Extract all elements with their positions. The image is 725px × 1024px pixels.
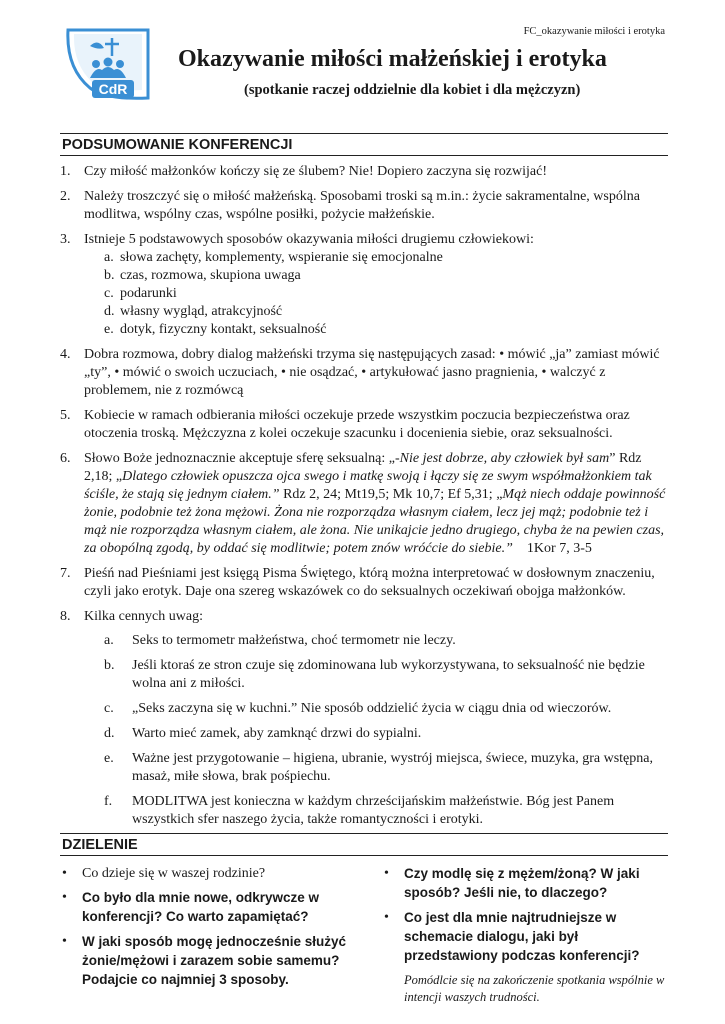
bullet-icon: • — [62, 890, 67, 905]
question-text: Co jest dla mnie najtrudniejsze w schemacie dialogu, jaki był przedstawiony podczas konferencji? — [404, 910, 640, 963]
summary-heading: PODSUMOWANIE KONFERENCJI — [60, 133, 668, 156]
scripture-quote: Mąż niech oddaje powinność żonie, podobnie też żona mężowi. Żona nie rozporządza własnym ciałem, lecz jej mąż; podobnie też i mąż nie rozporządza własnym ciałem, ale żona. Nie unikajcie jedno drugiego, chyba że na pewien czas, za obopólną zgodą, by oddać się modlitwie; potem znów wróćcie do siebie.” — [84, 487, 666, 556]
sub-item — [84, 657, 666, 693]
sub-letter: c. — [104, 701, 114, 716]
file-tag: FC_okazywanie miłości i erotyka — [523, 26, 665, 37]
bullet-icon: • — [62, 866, 67, 881]
sub-letter: f. — [104, 794, 113, 809]
sub-letter: a. — [104, 250, 114, 265]
item-text: Kobiecie w ramach odbierania miłości oczekuje przede wszystkim poczucia bezpieczeństwa oraz otoczenia troską. Mężczyzna z kolei oczekuje szacunku i docenienia siebie, oraz seksualności. — [84, 408, 630, 441]
sharing-right-column — [382, 865, 668, 1006]
svg-text:CdR: CdR — [98, 81, 128, 97]
sub-item — [84, 725, 666, 743]
item-number: 4. — [60, 347, 71, 362]
sub-letter: b. — [104, 658, 115, 673]
item-text: Pieśń nad Pieśniami jest księgą Pisma Świętego, którą można interpretować w dosłownym znaczeniu, czyli jako erotyk. Daje ona szereg wskazówek co do seksualnych oczekiwań obojga małżonków. — [84, 566, 655, 599]
summary-item — [60, 565, 666, 601]
bullet-icon: • — [384, 866, 389, 881]
summary-item — [60, 407, 666, 443]
sub-text: „Seks zaczyna się w kuchni.” Nie sposób oddzielić życia w ciągu dnia od wieczorów. — [132, 701, 612, 716]
sub-letter: e. — [104, 751, 114, 766]
sub-text: słowa zachęty, komplementy, wspieranie się emocjonalne — [120, 250, 443, 265]
sub-item — [84, 321, 666, 339]
summary-list — [60, 163, 666, 836]
sub-text: MODLITWA jest konieczna w każdym chrześcijańskim małżeństwie. Bóg jest Panem wszystkich sfer naszego życia, także romantyczności i erotyki. — [132, 794, 615, 827]
sub-letter: a. — [104, 633, 114, 648]
page-subtitle: (spotkanie raczej oddzielnie dla kobiet i dla mężczyzn) — [244, 82, 581, 98]
question-text: Co dzieje się w waszej rodzinie? — [82, 866, 266, 881]
item-text: Należy troszczyć się o miłość małżeńską. Sposobami troski są m.in.: życie sakramentalne, wspólna modlitwa, wspólny czas, wspólne posiłki, pożycie małżeńskie. — [84, 189, 640, 222]
sub-item — [84, 793, 666, 829]
item-number: 6. — [60, 451, 71, 466]
sub-text: podarunki — [120, 286, 177, 301]
sub-letter: c. — [104, 286, 114, 301]
sub-text: Seks to termometr małżeństwa, choć termometr nie leczy. — [132, 633, 456, 648]
sub-letter: d. — [104, 304, 115, 319]
summary-item — [60, 346, 666, 400]
sub-text: czas, rozmowa, skupiona uwaga — [120, 268, 301, 283]
item-number: 5. — [60, 408, 71, 423]
sub-list — [84, 632, 666, 829]
item-text: 1Kor 7, 3-5 — [512, 541, 592, 556]
closing-prayer-note: Pomódlcie się na zakończenie spotkania wspólnie w intencji waszych trudności. — [404, 973, 665, 1004]
item-text: ” Rdz 2,18; „ — [84, 451, 642, 484]
bullet-icon: • — [62, 934, 67, 949]
sub-item — [84, 249, 666, 267]
sharing-question — [382, 865, 668, 903]
sub-letter: e. — [104, 322, 114, 337]
sub-text: dotyk, fizyczny kontakt, seksualność — [120, 322, 327, 337]
sharing-heading: DZIELENIE — [60, 833, 668, 856]
sub-item — [84, 267, 666, 285]
summary-item — [60, 188, 666, 224]
question-text: W jaki sposób mogę jednocześnie służyć żonie/mężowi i zarazem sobie samemu? Podajcie co najmniej 3 sposoby. — [82, 934, 347, 987]
sub-list — [84, 249, 666, 339]
item-text: Istnieje 5 podstawowych sposobów okazywania miłości drugiemu człowiekowi: — [84, 232, 534, 247]
item-text: Słowo Boże jednoznacznie akceptuje sferę seksualną: „- — [84, 451, 400, 466]
sharing-question — [60, 889, 350, 927]
sub-item — [84, 303, 666, 321]
summary-item — [60, 608, 666, 829]
sub-letter: b. — [104, 268, 115, 283]
sub-item — [84, 700, 666, 718]
cdr-logo — [60, 24, 154, 104]
item-text: Rdz 2, 24; Mt19,5; Mk 10,7; Ef 5,31; „ — [279, 487, 503, 502]
sub-item — [84, 285, 666, 303]
item-number: 3. — [60, 232, 71, 247]
summary-item — [60, 231, 666, 339]
summary-item — [60, 163, 666, 181]
scripture-quote: Dlatego człowiek opuszcza ojca swego i matkę swoją i łączy się ze swym współmałżonkiem tak ściśle, że stają się jednym ciałem.” — [84, 469, 652, 502]
page-title: Okazywanie miłości małżeńskiej i erotyka — [178, 46, 607, 72]
sub-text: własny wygląd, atrakcyjność — [120, 304, 283, 319]
item-text: Dobra rozmowa, dobry dialog małżeński trzyma się następujących zasad: • mówić „ja” zamiast mówić „ty”, • mówić o swoich uczuciach, • nie osądzać, • artykułować jasno pragnienia, • walczyć z problemem, nie z rozmówcą — [84, 347, 660, 398]
bullet-icon: • — [384, 910, 389, 925]
scripture-quote: Nie jest dobrze, aby człowiek był sam — [399, 451, 610, 466]
sub-text: Warto mieć zamek, aby zamknąć drzwi do sypialni. — [132, 726, 422, 741]
sharing-question — [382, 909, 668, 966]
item-number: 2. — [60, 189, 71, 204]
sub-item — [84, 632, 666, 650]
summary-item — [60, 450, 666, 558]
sharing-question — [60, 865, 350, 883]
sharing-left-column — [60, 865, 350, 996]
sub-letter: d. — [104, 726, 115, 741]
sharing-question — [60, 933, 350, 990]
item-text: Kilka cennych uwag: — [84, 609, 203, 624]
item-text: Czy miłość małżonków kończy się ze ślubem? Nie! Dopiero zaczyna się rozwijać! — [84, 164, 547, 179]
question-text: Czy modlę się z mężem/żoną? W jaki sposób? Jeśli nie, to dlaczego? — [404, 866, 640, 900]
item-number: 8. — [60, 609, 71, 624]
sub-text: Jeśli ktoraś ze stron czuje się zdominowana lub wykorzystywana, to seksualność nie będzie wolna ani z miłości. — [132, 658, 645, 691]
item-number: 1. — [60, 164, 71, 179]
item-number: 7. — [60, 566, 71, 581]
sub-item — [84, 750, 666, 786]
question-text: Co było dla mnie nowe, odkrywcze w konferencji? Co warto zapamiętać? — [82, 890, 320, 924]
sub-text: Ważne jest przygotowanie – higiena, ubranie, wystrój miejsca, świece, muzyka, gra wstępna, masaż, miłe słowa, brak pośpiechu. — [132, 751, 653, 784]
